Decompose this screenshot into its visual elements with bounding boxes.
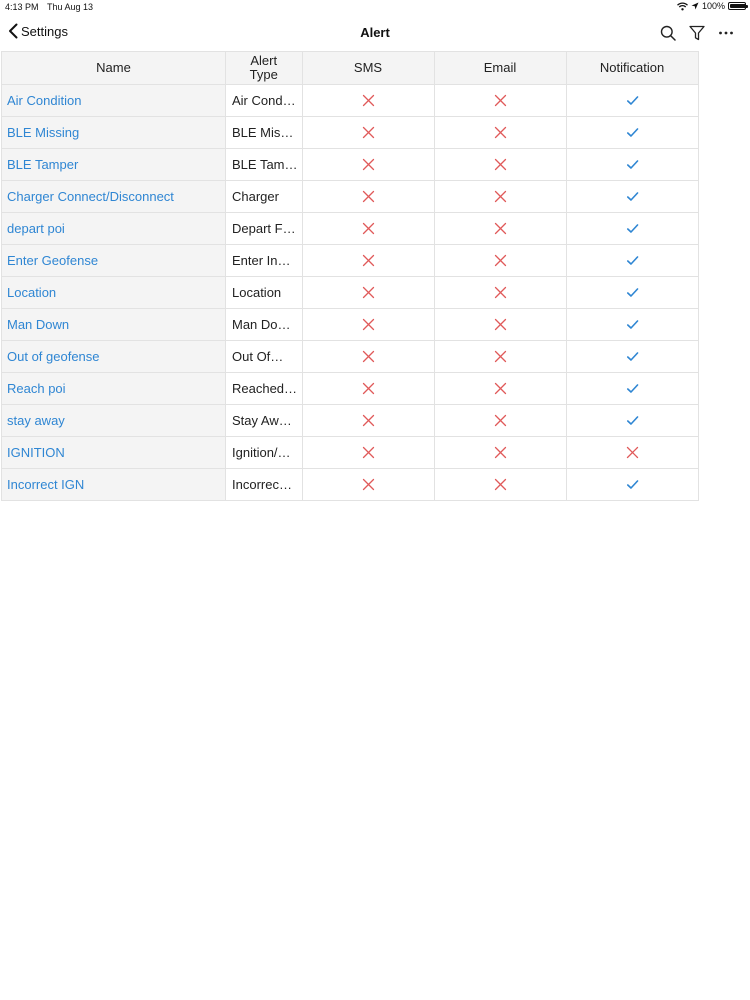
- alert-type: Ignition/…: [226, 437, 303, 469]
- column-header-alert-type-label: Alert Type: [249, 53, 278, 82]
- cross-icon: [362, 158, 375, 171]
- cross-icon: [362, 254, 375, 267]
- check-icon: [626, 254, 639, 267]
- notification-toggle[interactable]: [566, 373, 698, 405]
- column-header-notification[interactable]: Notification: [566, 52, 698, 85]
- alert-name[interactable]: Reach poi: [2, 373, 226, 405]
- more-icon: [718, 25, 734, 41]
- filter-button[interactable]: [688, 24, 705, 41]
- notification-toggle[interactable]: [566, 245, 698, 277]
- table-header-row: [2, 52, 699, 85]
- sms-toggle[interactable]: [302, 149, 434, 181]
- cross-icon: [362, 414, 375, 427]
- alert-type: BLE Mis…: [226, 117, 303, 149]
- alert-name[interactable]: stay away: [2, 405, 226, 437]
- table-row[interactable]: [2, 341, 699, 373]
- check-icon: [626, 414, 639, 427]
- alert-type: Stay Aw…: [226, 405, 303, 437]
- battery-icon: [728, 2, 746, 10]
- wifi-icon: [677, 2, 688, 11]
- notification-toggle[interactable]: [566, 437, 698, 469]
- cross-icon: [494, 350, 507, 363]
- alert-name[interactable]: IGNITION: [2, 437, 226, 469]
- sms-toggle[interactable]: [302, 341, 434, 373]
- alert-name[interactable]: Charger Connect/Disconnect: [2, 181, 226, 213]
- check-icon: [626, 190, 639, 203]
- table-row[interactable]: [2, 213, 699, 245]
- cross-icon: [494, 382, 507, 395]
- email-toggle[interactable]: [434, 245, 566, 277]
- cross-icon: [494, 94, 507, 107]
- notification-toggle[interactable]: [566, 277, 698, 309]
- sms-toggle[interactable]: [302, 245, 434, 277]
- email-toggle[interactable]: [434, 277, 566, 309]
- back-label: Settings: [21, 23, 68, 39]
- table-row[interactable]: [2, 181, 699, 213]
- sms-toggle[interactable]: [302, 213, 434, 245]
- alert-table: [1, 51, 699, 501]
- notification-toggle[interactable]: [566, 117, 698, 149]
- alert-type: Enter In…: [226, 245, 303, 277]
- cross-icon: [626, 446, 639, 459]
- alert-rows: [2, 85, 699, 501]
- column-header-sms[interactable]: SMS: [302, 52, 434, 85]
- sms-toggle[interactable]: [302, 437, 434, 469]
- cross-icon: [494, 222, 507, 235]
- alert-type: Reached…: [226, 373, 303, 405]
- notification-toggle[interactable]: [566, 213, 698, 245]
- filter-icon: [689, 25, 705, 41]
- more-button[interactable]: [717, 24, 734, 41]
- status-date: Thu Aug 13: [47, 2, 94, 12]
- email-toggle[interactable]: [434, 469, 566, 501]
- check-icon: [626, 382, 639, 395]
- nav-bar: [0, 16, 750, 51]
- cross-icon: [362, 190, 375, 203]
- cross-icon: [494, 126, 507, 139]
- email-toggle[interactable]: [434, 405, 566, 437]
- column-header-email[interactable]: Email: [434, 52, 566, 85]
- check-icon: [626, 222, 639, 235]
- cross-icon: [362, 222, 375, 235]
- alert-type: Man Do…: [226, 309, 303, 341]
- sms-toggle[interactable]: [302, 373, 434, 405]
- location-arrow-icon: [691, 2, 699, 10]
- sms-toggle[interactable]: [302, 181, 434, 213]
- check-icon: [626, 126, 639, 139]
- alert-type: Location: [226, 277, 303, 309]
- table-row[interactable]: [2, 405, 699, 437]
- table-row[interactable]: [2, 85, 699, 117]
- check-icon: [626, 478, 639, 491]
- email-toggle[interactable]: [434, 213, 566, 245]
- column-header-alert-type[interactable]: [226, 52, 303, 85]
- cross-icon: [494, 190, 507, 203]
- email-toggle[interactable]: [434, 181, 566, 213]
- column-header-name[interactable]: Name: [2, 52, 226, 85]
- sms-toggle[interactable]: [302, 405, 434, 437]
- check-icon: [626, 350, 639, 363]
- cross-icon: [362, 350, 375, 363]
- alert-name[interactable]: Incorrect IGN: [2, 469, 226, 501]
- nav-actions: [659, 24, 734, 41]
- alert-type: Incorrec…: [226, 469, 303, 501]
- sms-toggle[interactable]: [302, 277, 434, 309]
- cross-icon: [494, 158, 507, 171]
- sms-toggle[interactable]: [302, 469, 434, 501]
- notification-toggle[interactable]: [566, 85, 698, 117]
- email-toggle[interactable]: [434, 85, 566, 117]
- alert-type: BLE Tam…: [226, 149, 303, 181]
- status-time: 4:13 PM: [5, 2, 39, 12]
- email-toggle[interactable]: [434, 437, 566, 469]
- battery-percent: 100%: [701, 1, 725, 11]
- email-toggle[interactable]: [434, 373, 566, 405]
- table-row[interactable]: [2, 149, 699, 181]
- cross-icon: [362, 446, 375, 459]
- alert-name[interactable]: Enter Geofense: [2, 245, 226, 277]
- alert-type: Charger: [226, 181, 303, 213]
- email-toggle[interactable]: [434, 341, 566, 373]
- table-row[interactable]: [2, 437, 699, 469]
- cross-icon: [494, 446, 507, 459]
- check-icon: [626, 158, 639, 171]
- check-icon: [626, 94, 639, 107]
- cross-icon: [362, 286, 375, 299]
- notification-toggle[interactable]: [566, 149, 698, 181]
- cross-icon: [362, 94, 375, 107]
- alert-type: Depart F…: [226, 213, 303, 245]
- table-row[interactable]: [2, 309, 699, 341]
- alert-type: Out Of…: [226, 341, 303, 373]
- cross-icon: [494, 286, 507, 299]
- search-icon: [660, 25, 676, 41]
- notification-toggle[interactable]: [566, 405, 698, 437]
- alert-name[interactable]: BLE Tamper: [2, 149, 226, 181]
- cross-icon: [494, 318, 507, 331]
- table-row[interactable]: [2, 469, 699, 501]
- table-row[interactable]: [2, 245, 699, 277]
- page-title: Alert: [360, 25, 390, 40]
- cross-icon: [362, 478, 375, 491]
- table-row[interactable]: [2, 117, 699, 149]
- check-icon: [626, 318, 639, 331]
- alert-name[interactable]: Man Down: [2, 309, 226, 341]
- alert-name[interactable]: depart poi: [2, 213, 226, 245]
- table-row[interactable]: [2, 373, 699, 405]
- cross-icon: [494, 478, 507, 491]
- status-bar: [0, 0, 750, 16]
- sms-toggle[interactable]: [302, 117, 434, 149]
- email-toggle[interactable]: [434, 309, 566, 341]
- alert-name[interactable]: Location: [2, 277, 226, 309]
- alert-type: Air Cond…: [226, 85, 303, 117]
- notification-toggle[interactable]: [566, 181, 698, 213]
- cross-icon: [362, 382, 375, 395]
- status-indicators: [677, 1, 746, 11]
- notification-toggle[interactable]: [566, 309, 698, 341]
- cross-icon: [494, 254, 507, 267]
- cross-icon: [494, 414, 507, 427]
- notification-toggle[interactable]: [566, 341, 698, 373]
- table-row[interactable]: [2, 277, 699, 309]
- search-button[interactable]: [659, 24, 676, 41]
- alert-name[interactable]: Air Condition: [2, 85, 226, 117]
- email-toggle[interactable]: [434, 117, 566, 149]
- alert-name[interactable]: BLE Missing: [2, 117, 226, 149]
- cross-icon: [362, 318, 375, 331]
- alert-name[interactable]: Out of geofense: [2, 341, 226, 373]
- sms-toggle[interactable]: [302, 309, 434, 341]
- notification-toggle[interactable]: [566, 469, 698, 501]
- cross-icon: [362, 126, 375, 139]
- check-icon: [626, 286, 639, 299]
- email-toggle[interactable]: [434, 149, 566, 181]
- sms-toggle[interactable]: [302, 85, 434, 117]
